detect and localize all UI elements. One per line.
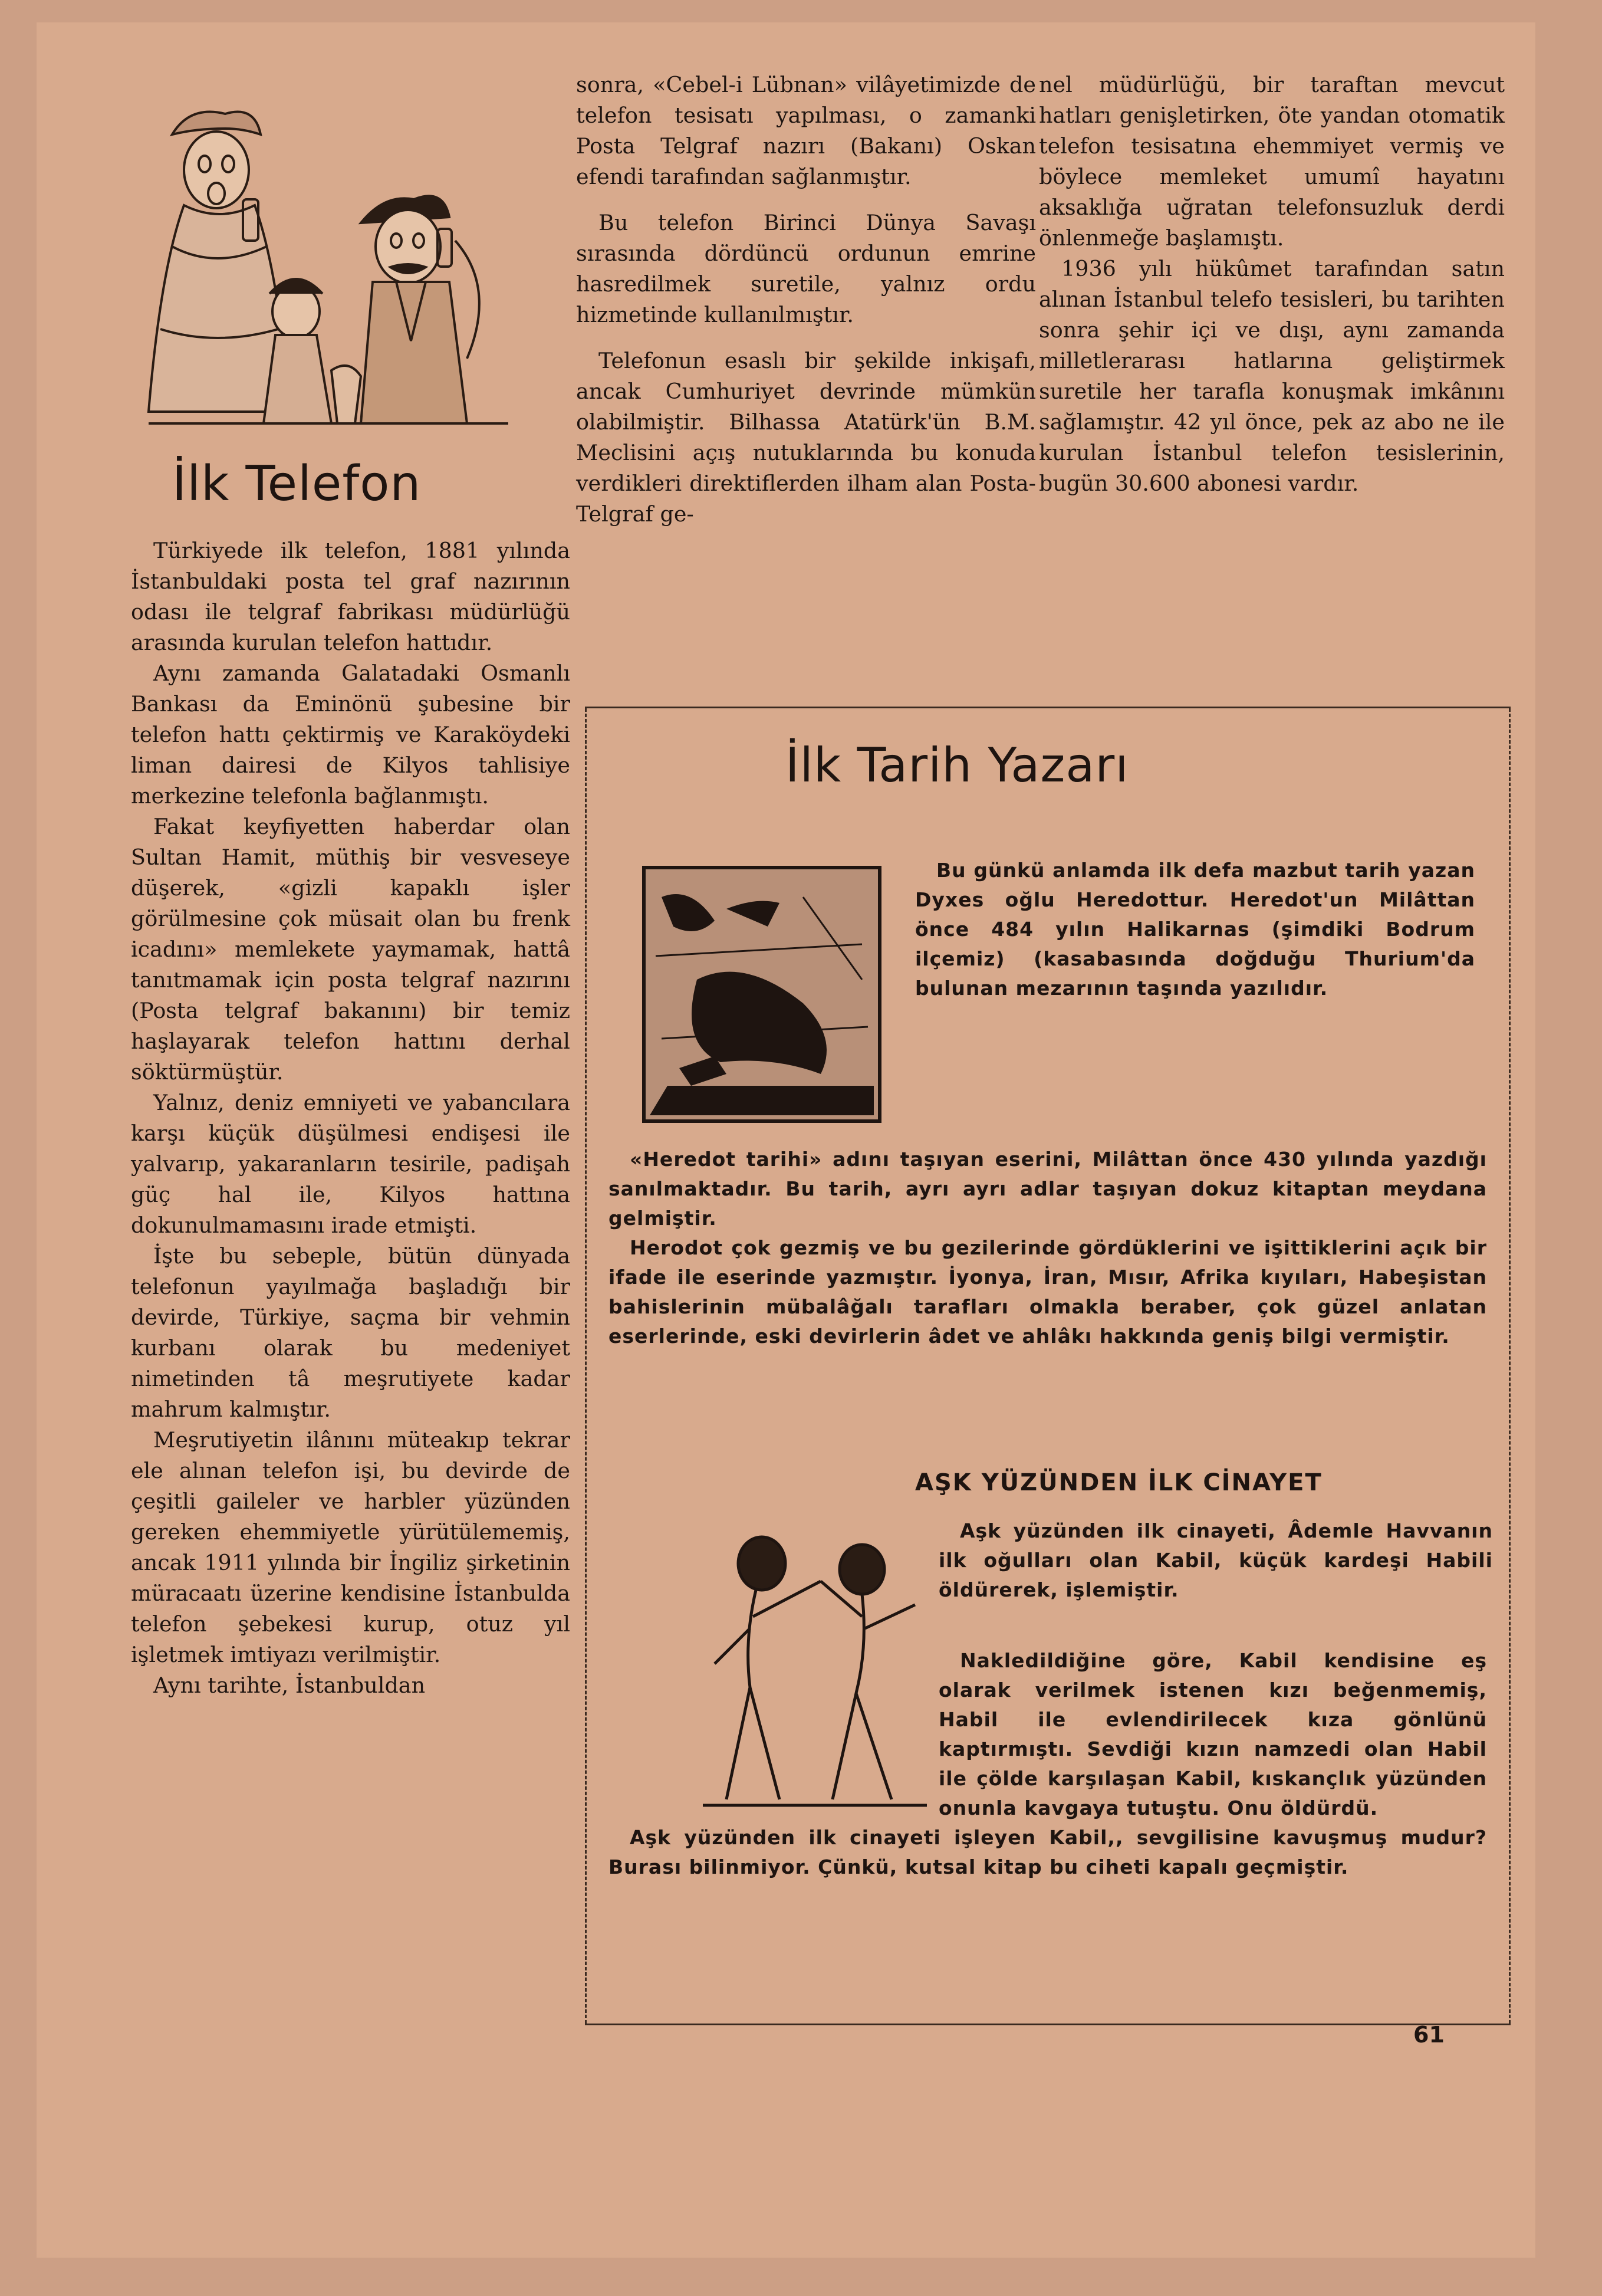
telefon-paragraph: Yalnız, deniz emniyeti ve yabancılara karşı küçük düşülmesi endişesi ile yalvarıp, yakaranların tesirile, padişah güç hal ile, Kilyos hattına dokunulmamasını irade etmişti. — [131, 1090, 570, 1238]
telephone-cartoon-illustration — [137, 93, 520, 447]
tarih-body-bottom — [608, 1145, 1487, 1351]
telefon-column-3 — [1039, 70, 1505, 499]
telefon-title: İlk Telefon — [172, 456, 422, 512]
telefon-paragraph: Aynı tarihte, İstanbuldan — [153, 1673, 426, 1698]
cinayet-paragraph: Nakledildiğine göre, Kabil kendisine eş olarak verilmek istenen kızı beğenmemiş, Habil ile evlendirilecek kıza gönlünü kaptırmıştı. Sevdiği kızın namzedi olan Habil ile çölde karşılaşan Kabil, kıskançlık yüzünden onunla kavgaya tutuştu. Onu öldürdü. — [939, 1649, 1487, 1819]
telefon-paragraph: Bu telefon Birinci Dünya Savaşı sırasında dördüncü ordunun emrine hasredilmek suretile, yalnız ordu hizmetinde kullanılmıştır. — [576, 210, 1036, 327]
page-number: 61 — [1413, 2022, 1445, 2048]
telefon-paragraph: Türkiyede ilk telefon, 1881 yılında İstanbuldaki posta tel graf nazırının odası ile telgraf fabrikası müdürlüğü arasında kurulan telefon hattıdır. — [131, 538, 570, 655]
telefon-paragraph: Fakat keyfiyetten haberdar olan Sultan Hamit, müthiş bir vesveseye düşerek, «gizli kapaklı işler görülmesine çok müsait olan bu frenk icadını» memlekete yaymamak, hattâ tanıtmamak için posta telgraf nazırını (Posta telgraf bakanını) bir temiz haşlayarak telefon hattını derhal söktürmüştür. — [131, 814, 570, 1085]
cinayet-body-bottom — [608, 1646, 1487, 1882]
telefon-paragraph: Meşrutiyetin ilânını müteakıp tekrar ele alınan telefon işi, bu devirde de çeşitli gaileler ve harbler yüzünden gereken ehemmiyetle yürütülememiş, ancak 1911 yılında bir İngiliz şirketinin müracaatı üzerine kendisine İstanbulda telefon şebekesi kurup, otuz yıl işletmek imtiyazı verilmiştir. — [131, 1427, 570, 1667]
telefon-paragraph: nel müdürlüğü, bir taraftan mevcut hatları genişletirken, öte yandan otomatik telefon tesisatına ehemmiyet vermiş ve böylece memleket umumî hayatını aksaklığa uğratan telefonsuzluk derdi önlenmeğe başlamıştı. — [1039, 72, 1505, 251]
boxed-articles — [585, 707, 1511, 2025]
magazine-page — [37, 22, 1535, 2258]
telefon-paragraph: sonra, «Cebel-i Lübnan» vilâyetimizde de telefon tesisatı yapılması, o zamanki Posta Telgraf nazırı (Bakanı) Oskan efendi tarafından sağlanmıştır. — [576, 72, 1036, 189]
telefon-paragraph: Telefonun esaslı bir şekilde inkişafı, ancak Cumhuriyet devrinde mümkün olabilmiştir. Bilhassa Atatürk'ün B.M. Meclisini açış nutuklarında bu konuda verdikleri direktiflerden ilham alan Posta-Telgraf ge- — [576, 348, 1036, 527]
tarih-paragraph: Herodot çok gezmiş ve bu gezilerinde gördüklerini ve işittiklerini açık bir ifade ile eserinde yazmıştır. İyonya, İran, Mısır, Afrika kıyıları, Habeşistan bahislerinin mübalâğalı tarafları olmakla beraber, çok güzel anlatan eserlerinde, eski devirlerin âdet ve ahlâkı hakkında geniş bilgi vermiştir. — [608, 1236, 1487, 1348]
telefon-paragraph: İşte bu sebeple, bütün dünyada telefonun yayılmağa başladığı bir devirde, Türkiye, saçma bir vehmin kurbanı olarak bu medeniyet nimetinden tâ meşrutiyete kadar mahrum kalmıştır. — [131, 1243, 570, 1422]
tarih-title: İlk Tarih Yazarı — [785, 738, 1129, 793]
cinayet-title: AŞK YÜZÜNDEN İLK CİNAYET — [915, 1469, 1323, 1496]
cinayet-paragraph: Aşk yüzünden ilk cinayeti işleyen Kabil,, sevgilisine kavuşmuş mudur? Burası bilinmiyor. Çünkü, kutsal kitap bu ciheti kapalı geçmiştir. — [608, 1826, 1487, 1878]
cinayet-body-top — [939, 1516, 1493, 1605]
telefon-paragraph: Aynı zamanda Galatadaki Osmanlı Bankası da Eminönü şubesine bir telefon hattı çektirmiş ve Karaköydeki liman dairesi de Kilyos tahlisiye merkezine telefonla bağlanmıştı. — [131, 661, 570, 809]
historian-woodcut-illustration — [626, 862, 886, 1127]
telefon-paragraph: 1936 yılı hükûmet tarafından satın alınan İstanbul telefo tesisleri, bu tarihten sonra şehir içi ve dışı, aynı zamanda milletlerarası hatlarına geliştirmek suretile her tarafla konuşmak imkânını sağlamıştır. 42 yıl önce, pek az abo ne ile kurulan İstanbul telefon tesislerinin, bugün 30.600 abonesi vardır. — [1039, 256, 1505, 496]
tarih-paragraph: «Heredot tarihi» adını taşıyan eserini, Milâttan önce 430 yılında yazdığı sanılmaktadır. Bu tarih, ayrı ayrı adlar taşıyan dokuz kitaptan meydana gelmiştir. — [608, 1148, 1487, 1230]
tarih-body-top — [915, 856, 1475, 1003]
tarih-paragraph: Bu günkü anlamda ilk defa mazbut tarih yazan Dyxes oğlu Heredottur. Heredot'un Milâttan önce 484 yılın Halikarnas (şimdiki Bodrum ilçemiz) (kasabasında doğduğu Thurium'da bulunan mezarının taşında yazılıdır. — [915, 859, 1475, 1000]
telefon-column-1 — [131, 536, 570, 1701]
telefon-column-2 — [576, 70, 1036, 530]
cinayet-paragraph: Aşk yüzünden ilk cinayeti, Âdemle Havvanın ilk oğulları olan Kabil, küçük kardeşi Habili öldürerek, işlemiştir. — [939, 1519, 1493, 1601]
